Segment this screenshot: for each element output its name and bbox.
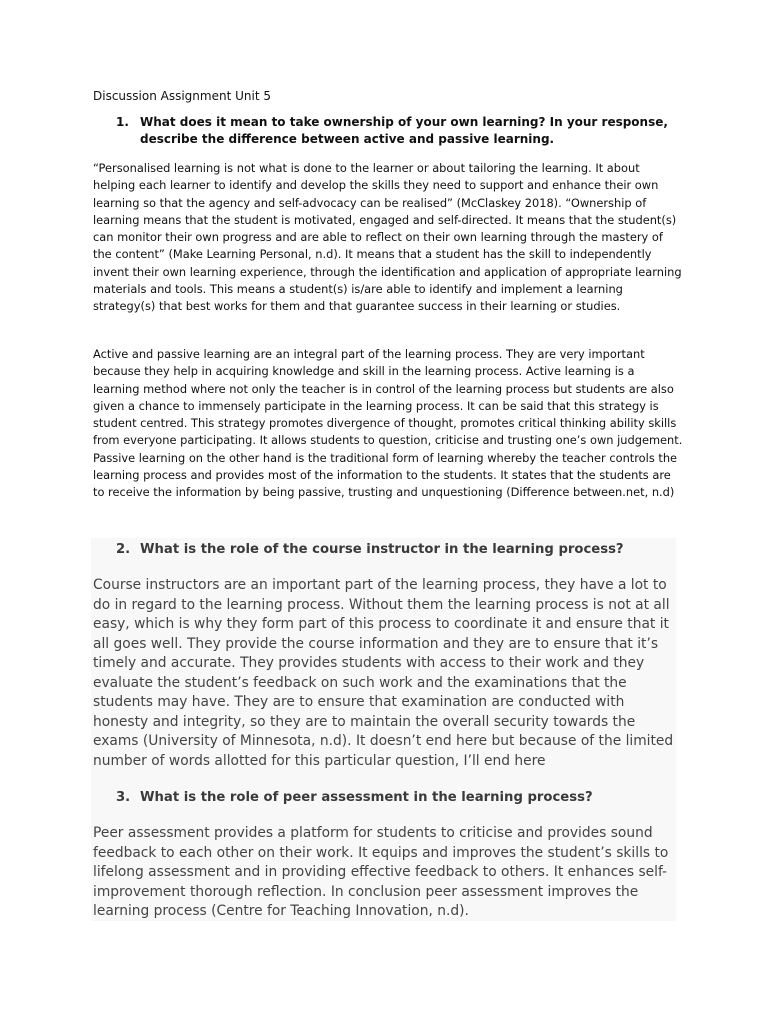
answer-2-paragraph: Course instructors are an important part of the learning process, they have a lot to do in regard to the learning process. Without them the learning process is not at all easy, which is why they form part of this process to coordinate it and ensure that it all goes well. They provide the course information and they are to ensure that it’s timely and accurate. They provides students with access to their work and they evaluate the student’s feedback on such work and the examinations that the students may have. They are to ensure that examination are conducted with honesty and integrity, so they are to maintain the overall security towards the exams (University of Minnesota, n.d). It doesn’t end here but because of the limited number of words allotted for this particular question, I’ll end here [93,577,674,769]
question-2-number: 2. [116,542,131,557]
question-1 [116,114,682,148]
question-3-text: What is the role of peer assessment in the learning process? [140,790,593,805]
question-3-number: 3. [116,790,131,805]
answer-1-paragraph-2: Active and passive learning are an integral part of the learning process. They are very important because they help in acquiring knowledge and skill in the learning process. Active learning is a learning method where not only the teacher is in control of the learning process but students are also given a chance to immensely participate in the learning process. It can be said that this strategy is student centred. This strategy promotes divergence of thought, promotes critical thinking ability skills from everyone participating. It allows students to question, criticise and trusting one’s own judgement. Passive learning on the other hand is the traditional form of learning whereby the teacher controls the learning process and provides most of the information to the students. It states that the students are to receive the information by being passive, trusting and unquestioning (Difference between.net, n.d) [93,347,683,500]
question-3 [116,788,593,808]
answer-3-paragraph: Peer assessment provides a platform for students to criticise and provides sound feedback to each other on their work. It equips and improves the student’s skills to lifelong assessment and in providing effective feedback to others. It enhances self-improvement thorough reflection. In conclusion peer assessment improves the learning process (Centre for Teaching Innovation, n.d). [93,825,669,920]
question-2 [116,540,624,560]
question-1-text: What does it mean to take ownership of your own learning? In your response, describe the difference between active and passive learning. [140,115,668,146]
answer-1-paragraph-1: “Personalised learning is not what is done to the learner or about tailoring the learning. It about helping each learner to identify and develop the skills they need to support and enhance their own learning so that the agency and self-advocacy can be realised” (McClaskey 2018). “Ownership of learning means that the student is motivated, engaged and self-directed. It means that the student(s) can monitor their own progress and are able to reflect on their own learning through the mastery of the content” (Make Learning Personal, n.d). It means that a student has the skill to independently invent their own learning experience, through the identification and application of appropriate learning materials and tools. This means a student(s) is/are able to identify and implement a learning strategy(s) that best works for them and that guarantee success in their learning or studies. [93,161,682,314]
question-1-number: 1. [116,115,129,129]
document-title: Discussion Assignment Unit 5 [93,89,271,103]
question-2-text: What is the role of the course instructor in the learning process? [140,542,624,557]
